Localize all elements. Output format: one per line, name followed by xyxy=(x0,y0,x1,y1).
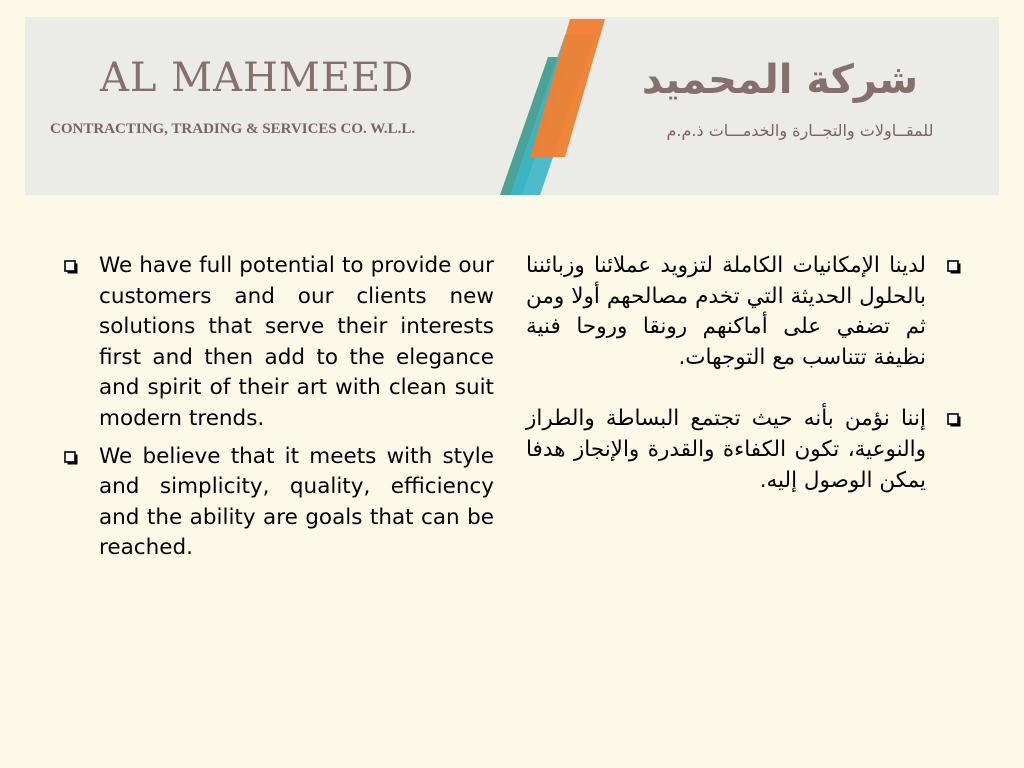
company-logo-icon xyxy=(470,17,620,195)
company-subtitle-english: CONTRACTING, TRADING & SERVICES CO. W.L.L. xyxy=(50,121,416,137)
arabic-column xyxy=(526,251,966,496)
english-list-item xyxy=(62,442,494,564)
arabic-list-item xyxy=(526,404,966,496)
english-item-text: We believe that it meets with style and simplicity, quality, efficiency and the ability are goals that can be reached. xyxy=(99,443,494,561)
english-list-item xyxy=(62,251,494,435)
hollow-square-bullet-icon xyxy=(947,260,962,275)
arabic-item-text: لدينا الإمكانيات الكاملة لتزويد عملائنا وزبائننا بالحلول الحديثة التي تخدم مصالحهم أولا ومن ثم تضفي على أماكنهم رونقا وروحا فنية نظيفة تتناسب مع التوجهات. xyxy=(526,253,926,370)
company-name-english: AL MAHMEED xyxy=(100,55,415,101)
hollow-square-bullet-icon xyxy=(64,260,79,275)
header-banner xyxy=(25,17,999,195)
hollow-square-bullet-icon xyxy=(64,451,79,466)
english-column xyxy=(62,251,494,571)
english-item-text: We have full potential to provide our customers and our clients new solutions that serve their interests first and then add to the elegance and spirit of their art with clean suit modern trends. xyxy=(99,253,494,431)
company-subtitle-arabic: للمقــاولات والتجــارة والخدمـــات ذ.م.م xyxy=(666,121,934,140)
arabic-list-item xyxy=(526,251,966,373)
arabic-item-text: إننا نؤمن بأنه حيث تجتمع البساطة والطراز والنوعية، تكون الكفاءة والقدرة والإنجاز هدفا يمكن الوصول إليه. xyxy=(526,406,926,493)
hollow-square-bullet-icon xyxy=(947,413,962,428)
company-name-arabic: شركة المحميد xyxy=(641,57,919,103)
